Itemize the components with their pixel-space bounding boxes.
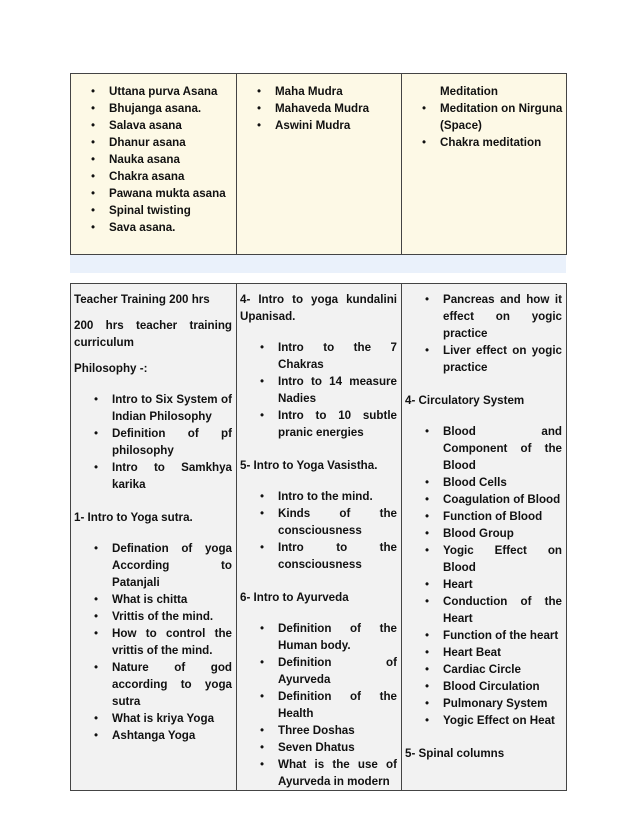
list-item: • Intro to 14 measure Nadies xyxy=(240,373,397,407)
circulatory-heading: 4- Circulatory System xyxy=(405,394,525,407)
list-item: • Intro to the 7 Chakras xyxy=(240,339,397,373)
circulatory-list xyxy=(405,423,562,729)
mudra-list xyxy=(237,83,401,134)
training-title: Teacher Training 200 hrs xyxy=(74,293,210,306)
list-item: • Heart Beat xyxy=(405,644,562,661)
philosophy-list xyxy=(74,391,232,493)
list-item: • Vrittis of the mind. xyxy=(74,608,232,625)
list-item: • Pulmonary System xyxy=(405,695,562,712)
list-item: • Maha Mudra xyxy=(237,83,401,100)
list-item: • Yogic Effect on Heat xyxy=(405,712,562,729)
list-item: • Intro to Samkhya karika xyxy=(74,459,232,493)
list-item: • Sava asana. xyxy=(71,219,236,236)
list-item: • Definition of the Health xyxy=(240,688,397,722)
curriculum-subtitle: 200 hrs teacher training curriculum xyxy=(74,319,232,349)
list-item: • Blood Cells xyxy=(405,474,562,491)
meditation-list xyxy=(402,100,566,151)
list-item: • Yogic Effect on Blood xyxy=(405,542,562,576)
philosophy-cell xyxy=(71,284,237,791)
list-item: • Mahaveda Mudra xyxy=(237,100,401,117)
list-item: • Blood Circulation xyxy=(405,678,562,695)
list-item: • Intro to Six System of Indian Philosophy xyxy=(74,391,232,425)
upanisad-ayurveda-cell xyxy=(237,284,402,791)
curriculum-table-bottom xyxy=(70,283,567,791)
kundalini-heading: 4- Intro to yoga kundalini Upanisad. xyxy=(240,293,397,323)
list-item: • Bhujanga asana. xyxy=(71,100,236,117)
list-item: • Nauka asana xyxy=(71,151,236,168)
list-item: • Definition of pf philosophy xyxy=(74,425,232,459)
list-item: • Salava asana xyxy=(71,117,236,134)
ayurveda-heading: 6- Intro to Ayurveda xyxy=(240,591,349,604)
list-item: • Ashtanga Yoga xyxy=(74,727,232,744)
list-item: • How to control the vrittis of the mind. xyxy=(74,625,232,659)
list-item: • Pancreas and how it effect on yogic practice xyxy=(405,291,562,342)
list-item: • Function of the heart xyxy=(405,627,562,644)
list-item: • Blood Group xyxy=(405,525,562,542)
yoga-sutra-heading: 1- Intro to Yoga sutra. xyxy=(74,511,193,524)
list-item: • What is chitta xyxy=(74,591,232,608)
list-item: • Coagulation of Blood xyxy=(405,491,562,508)
list-item: • Conduction of the Heart xyxy=(405,593,562,627)
mudra-cell xyxy=(237,74,402,255)
list-item: • Intro to the consciousness xyxy=(240,539,397,573)
list-item: • Intro to the mind. xyxy=(240,488,397,505)
asana-cell xyxy=(71,74,237,255)
list-item: • Chakra asana xyxy=(71,168,236,185)
list-item: • What is kriya Yoga xyxy=(74,710,232,727)
spinal-heading: 5- Spinal columns xyxy=(405,747,505,760)
list-item: • Dhanur asana xyxy=(71,134,236,151)
section-divider-band xyxy=(70,255,566,273)
list-item: • Heart xyxy=(405,576,562,593)
list-item: • Defination of yoga According to Patanjali xyxy=(74,540,232,591)
list-item: • Meditation on Nirguna (Space) xyxy=(402,100,566,134)
list-item: • What is the use of Ayurveda in modern xyxy=(240,756,397,790)
list-item: • Liver effect on yogic practice xyxy=(405,342,562,376)
list-item: • Kinds of the consciousness xyxy=(240,505,397,539)
list-item: • Cardiac Circle xyxy=(405,661,562,678)
list-item: • Definition of Ayurveda xyxy=(240,654,397,688)
list-item: • Chakra meditation xyxy=(402,134,566,151)
list-item: • Nature of god according to yoga sutra xyxy=(74,659,232,710)
asana-list xyxy=(71,83,236,236)
meditation-continued-text: Meditation xyxy=(440,85,498,98)
list-item: • Aswini Mudra xyxy=(237,117,401,134)
yoga-sutra-list xyxy=(74,540,232,744)
list-item: • Function of Blood xyxy=(405,508,562,525)
list-item: • Blood and Component of the Blood xyxy=(405,423,562,474)
vasistha-heading: 5- Intro to Yoga Vasistha. xyxy=(240,459,378,472)
list-item: • Spinal twisting xyxy=(71,202,236,219)
ayurveda-list xyxy=(240,620,397,790)
organ-effects-list xyxy=(405,291,562,376)
anatomy-cell xyxy=(402,284,567,791)
list-item: • Intro to 10 subtle pranic energies xyxy=(240,407,397,441)
list-item: • Definition of the Human body. xyxy=(240,620,397,654)
philosophy-heading: Philosophy -: xyxy=(74,362,148,375)
meditation-cell xyxy=(402,74,567,255)
list-item: • Uttana purva Asana xyxy=(71,83,236,100)
list-item: • Three Doshas xyxy=(240,722,397,739)
list-item: • Seven Dhatus xyxy=(240,739,397,756)
list-item: • Pawana mukta asana xyxy=(71,185,236,202)
kundalini-list xyxy=(240,339,397,441)
curriculum-table-top xyxy=(70,73,567,255)
vasistha-list xyxy=(240,488,397,573)
